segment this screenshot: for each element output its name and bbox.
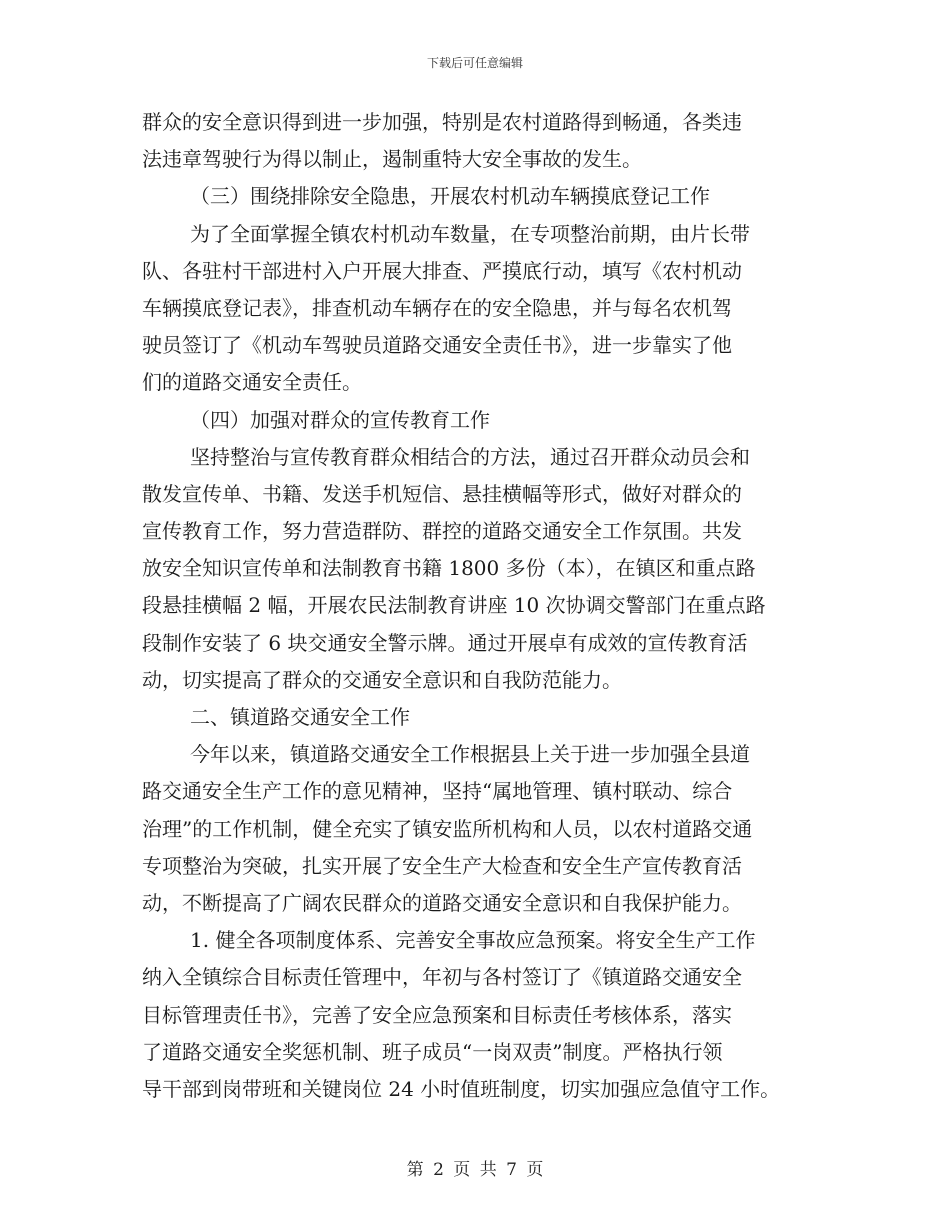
text-line: 群众的安全意识得到进一步加强，特别是农村道路得到畅通，各类违 bbox=[142, 110, 742, 134]
text-line: 宣传教育工作，努力营造群防、群控的道路交通安全工作氛围。共发 bbox=[142, 519, 742, 544]
text-line: 了道路交通安全奖惩机制、班子成员“一岗双责”制度。严格执行领 bbox=[142, 1039, 723, 1064]
section-heading: （三）围绕排除安全隐患，开展农村机动车辆摸底登记工作 bbox=[190, 184, 710, 209]
text-line: 法违章驾驶行为得以制止，遏制重特大安全事故的发生。 bbox=[142, 147, 642, 172]
text-line: 驶员签订了《机动车驾驶员道路交通安全责任书》，进一步靠实了他 bbox=[142, 333, 732, 358]
page-header: 下载后可任意编辑 bbox=[426, 56, 523, 70]
text-line: 目标管理责任书》，完善了安全应急预案和目标责任考核体系，落实 bbox=[142, 1002, 732, 1027]
text-line: 散发宣传单、书籍、发送手机短信、悬挂横幅等形式，做好对群众的 bbox=[142, 481, 742, 506]
text-line: 1. 健全各项制度体系、完善安全事故应急预案。将安全生产工作 bbox=[190, 928, 756, 953]
text-line: 纳入全镇综合目标责任管理中，年初与各村签订了《镇道路交通安全 bbox=[142, 965, 742, 990]
document-body bbox=[142, 104, 822, 1108]
text-line: 段悬挂横幅 2 幅，开展农民法制教育讲座 10 次协调交警部门在重点路 bbox=[142, 593, 766, 618]
text-line: 今年以来，镇道路交通安全工作根据县上关于进一步加强全县道 bbox=[190, 742, 750, 767]
text-line: 专项整治为突破，扎实开展了安全生产大检查和安全生产宣传教育活 bbox=[142, 853, 742, 878]
text-line: 动，切实提高了群众的交通安全意识和自我防范能力。 bbox=[142, 667, 622, 692]
text-line: 治理”的工作机制，健全充实了镇安监所机构和人员，以农村道路交通 bbox=[142, 816, 753, 841]
page-footer: 第 2 页 共 7 页 bbox=[406, 1160, 544, 1180]
text-line: 导干部到岗带班和关键岗位 24 小时值班制度，切实加强应急值守工作。 bbox=[142, 1076, 781, 1101]
text-line: 坚持整治与宣传教育群众相结合的方法，通过召开群众动员会和 bbox=[190, 444, 750, 469]
text-line: 段制作安装了 6 块交通安全警示牌。通过开展卓有成效的宣传教育活 bbox=[142, 630, 748, 655]
section-heading: 二、镇道路交通安全工作 bbox=[190, 705, 410, 729]
text-line: 车辆摸底登记表》，排查机动车辆存在的安全隐患，并与每名农机驾 bbox=[142, 295, 732, 320]
text-line: 们的道路交通安全责任。 bbox=[142, 370, 362, 395]
section-heading: （四）加强对群众的宣传教育工作 bbox=[190, 407, 490, 432]
text-line: 动，不断提高了广阔农民群众的道路交通安全意识和自我保护能力。 bbox=[142, 890, 742, 915]
text-line: 为了全面掌握全镇农村机动车数量，在专项整治前期，由片长带 bbox=[190, 221, 750, 246]
text-line: 队、各驻村干部进村入户开展大排查、严摸底行动，填写《农村机动 bbox=[142, 258, 742, 283]
text-line: 放安全知识宣传单和法制教育书籍 1800 多份（本），在镇区和重点路 bbox=[142, 556, 756, 581]
text-line: 路交通安全生产工作的意见精神，坚持“属地管理、镇村联动、综合 bbox=[142, 779, 733, 804]
